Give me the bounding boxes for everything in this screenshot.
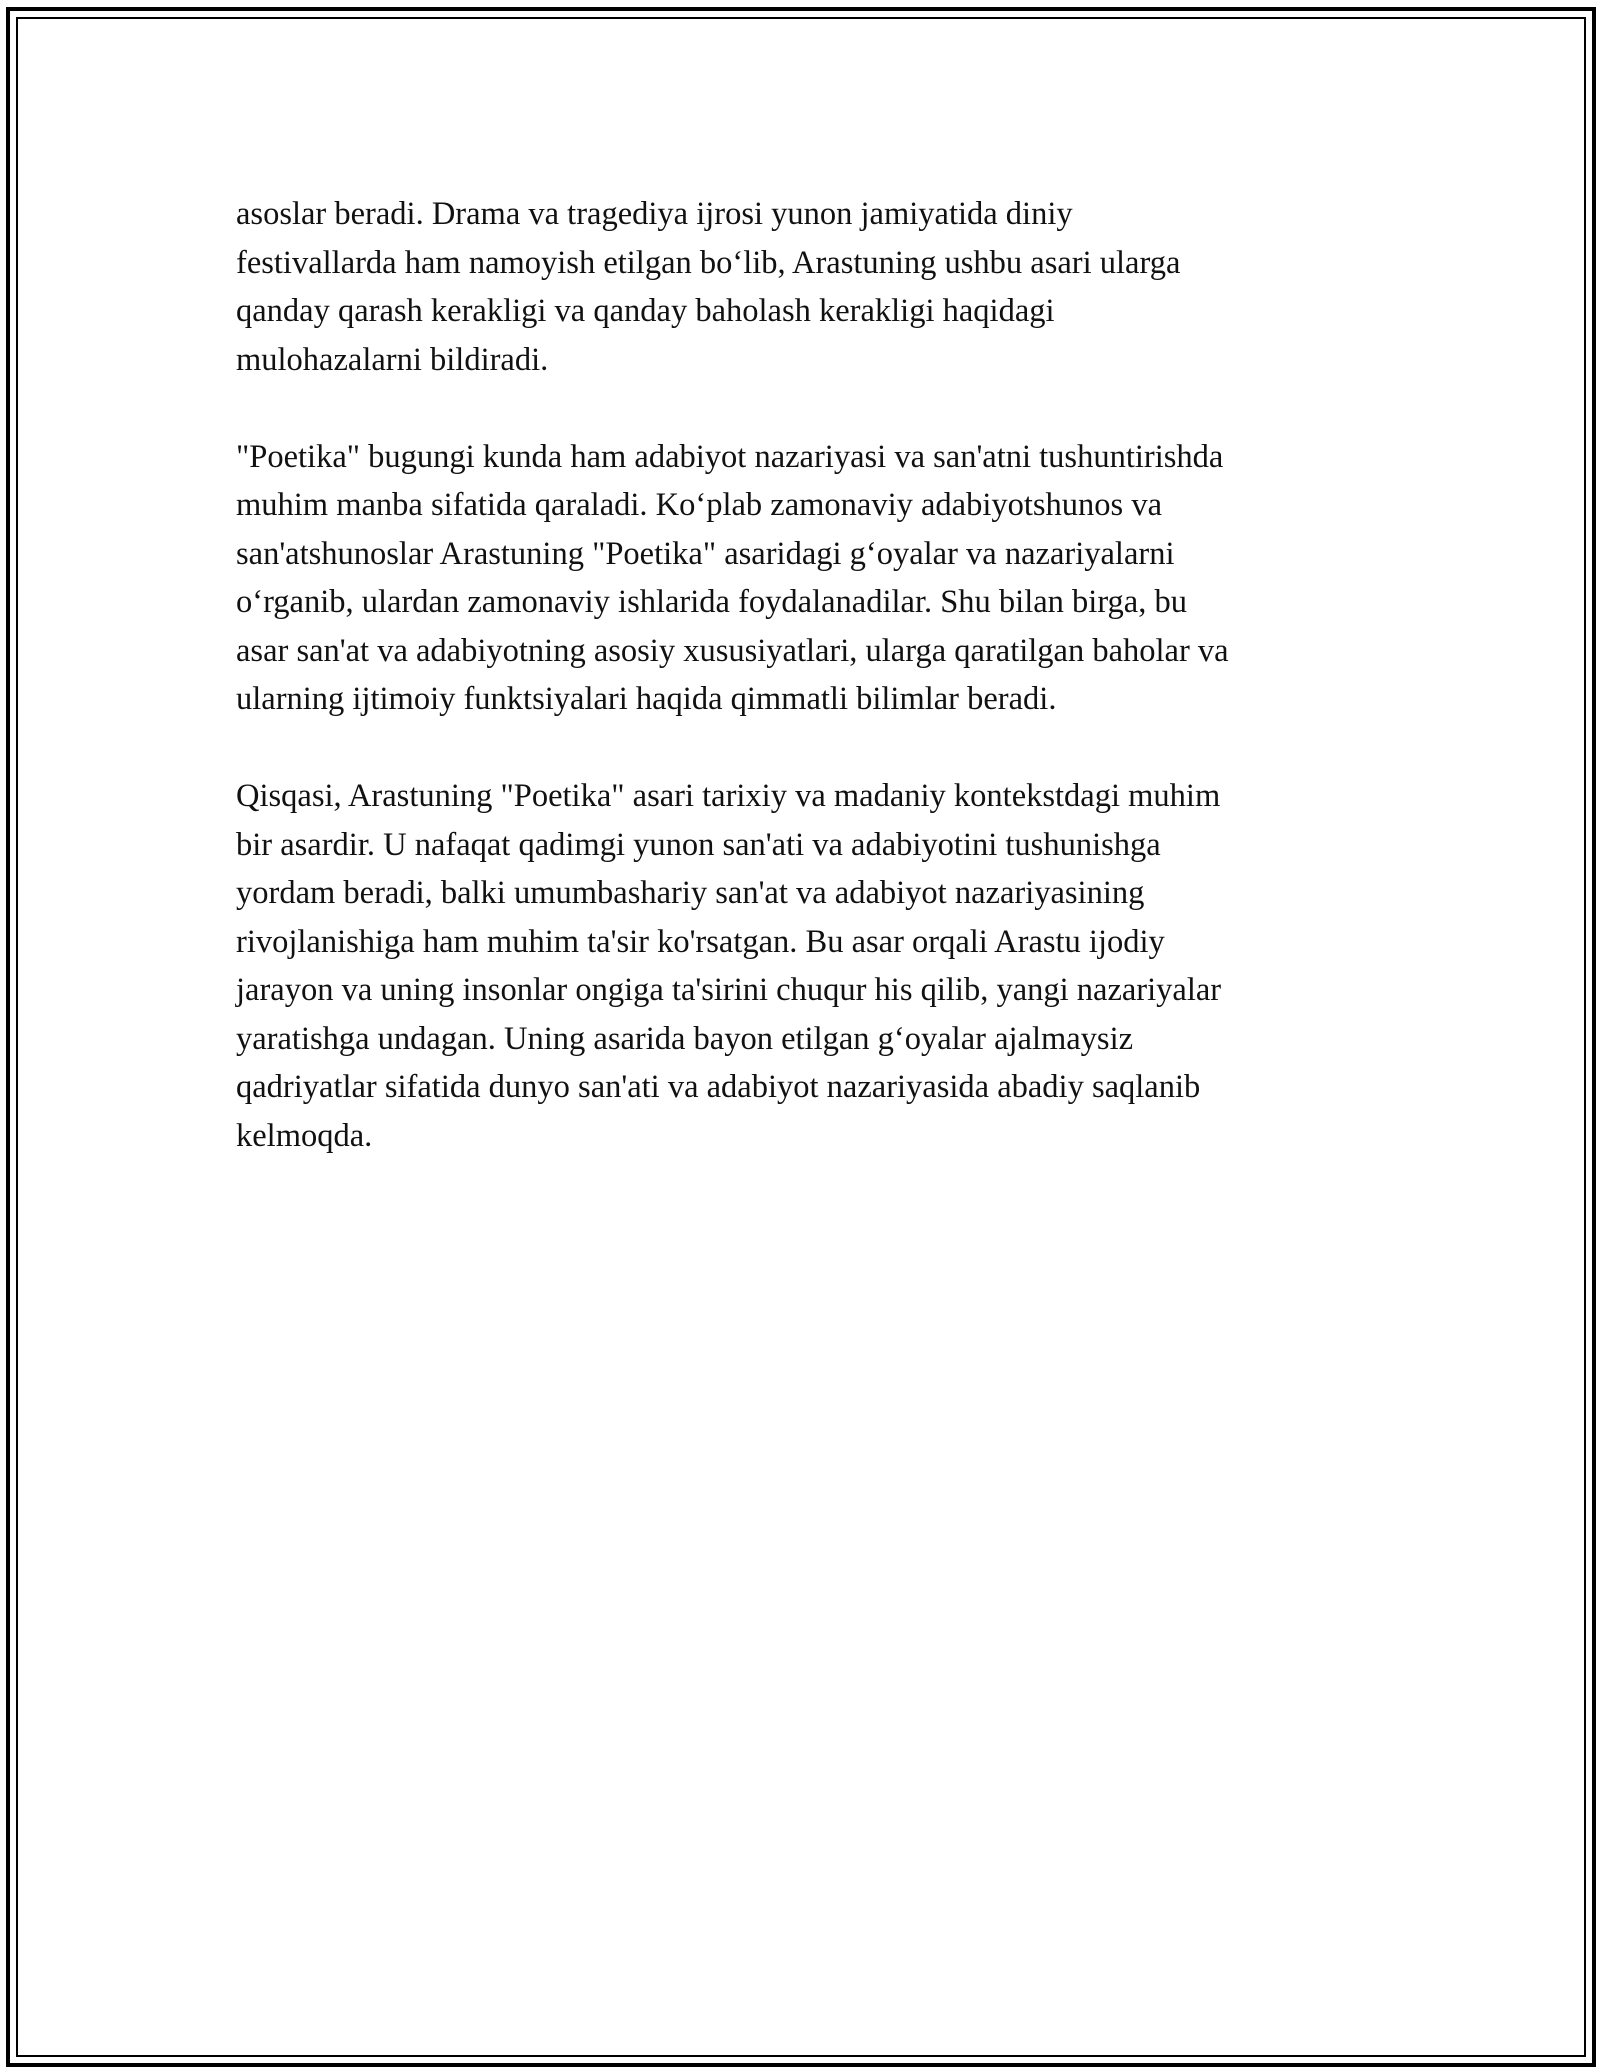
paragraph-2: "Poetika" bugungi kunda ham adabiyot nazariyasi va san'atni tushuntirishda muhim manba sifatida qaraladi. Ko‘plab zamonaviy adabiyotshunos va san'atshunoslar Arastuning "Poetika" asaridagi g‘oyalar va nazariyalarni o‘rganib, ulardan zamonaviy ishlarida foydalanadilar. Shu bilan birga, bu asar san'at va adabiyotning asosiy xususiyatlari, ularga qaratilgan baholar va ularning ijtimoiy funktsiyalari haqida qimmatli bilimlar beradi. — [236, 438, 1229, 717]
document-body — [236, 190, 1366, 1209]
paragraph-1: asoslar beradi. Drama va tragediya ijrosi yunon jamiyatida diniy festivallarda ham namoyish etilgan bo‘lib, Arastuning ushbu asari ularga qanday qarash kerakligi va qanday baholash kerakligi haqidagi mulohazalarni bildiradi. — [236, 196, 1181, 378]
paragraph-3: Qisqasi, Arastuning "Poetika" asari tarixiy va madaniy kontekstdagi muhim bir asardir. U nafaqat qadimgi yunon san'ati va adabiyotini tushunishga yordam beradi, balki umumbashariy san'at va adabiyot nazariyasining rivojlanishiga ham muhim ta'sir ko'rsatgan. Bu asar orqali Arastu ijodiy jarayon va uning insonlar ongiga ta'sirini chuqur his qilib, yangi nazariyalar yaratishga undagan. Uning asarida bayon etilgan g‘oyalar ajalmaysiz qadriyatlar sifatida dunyo san'ati va adabiyot nazariyasida abadiy saqlanib kelmoqda. — [236, 778, 1222, 1154]
